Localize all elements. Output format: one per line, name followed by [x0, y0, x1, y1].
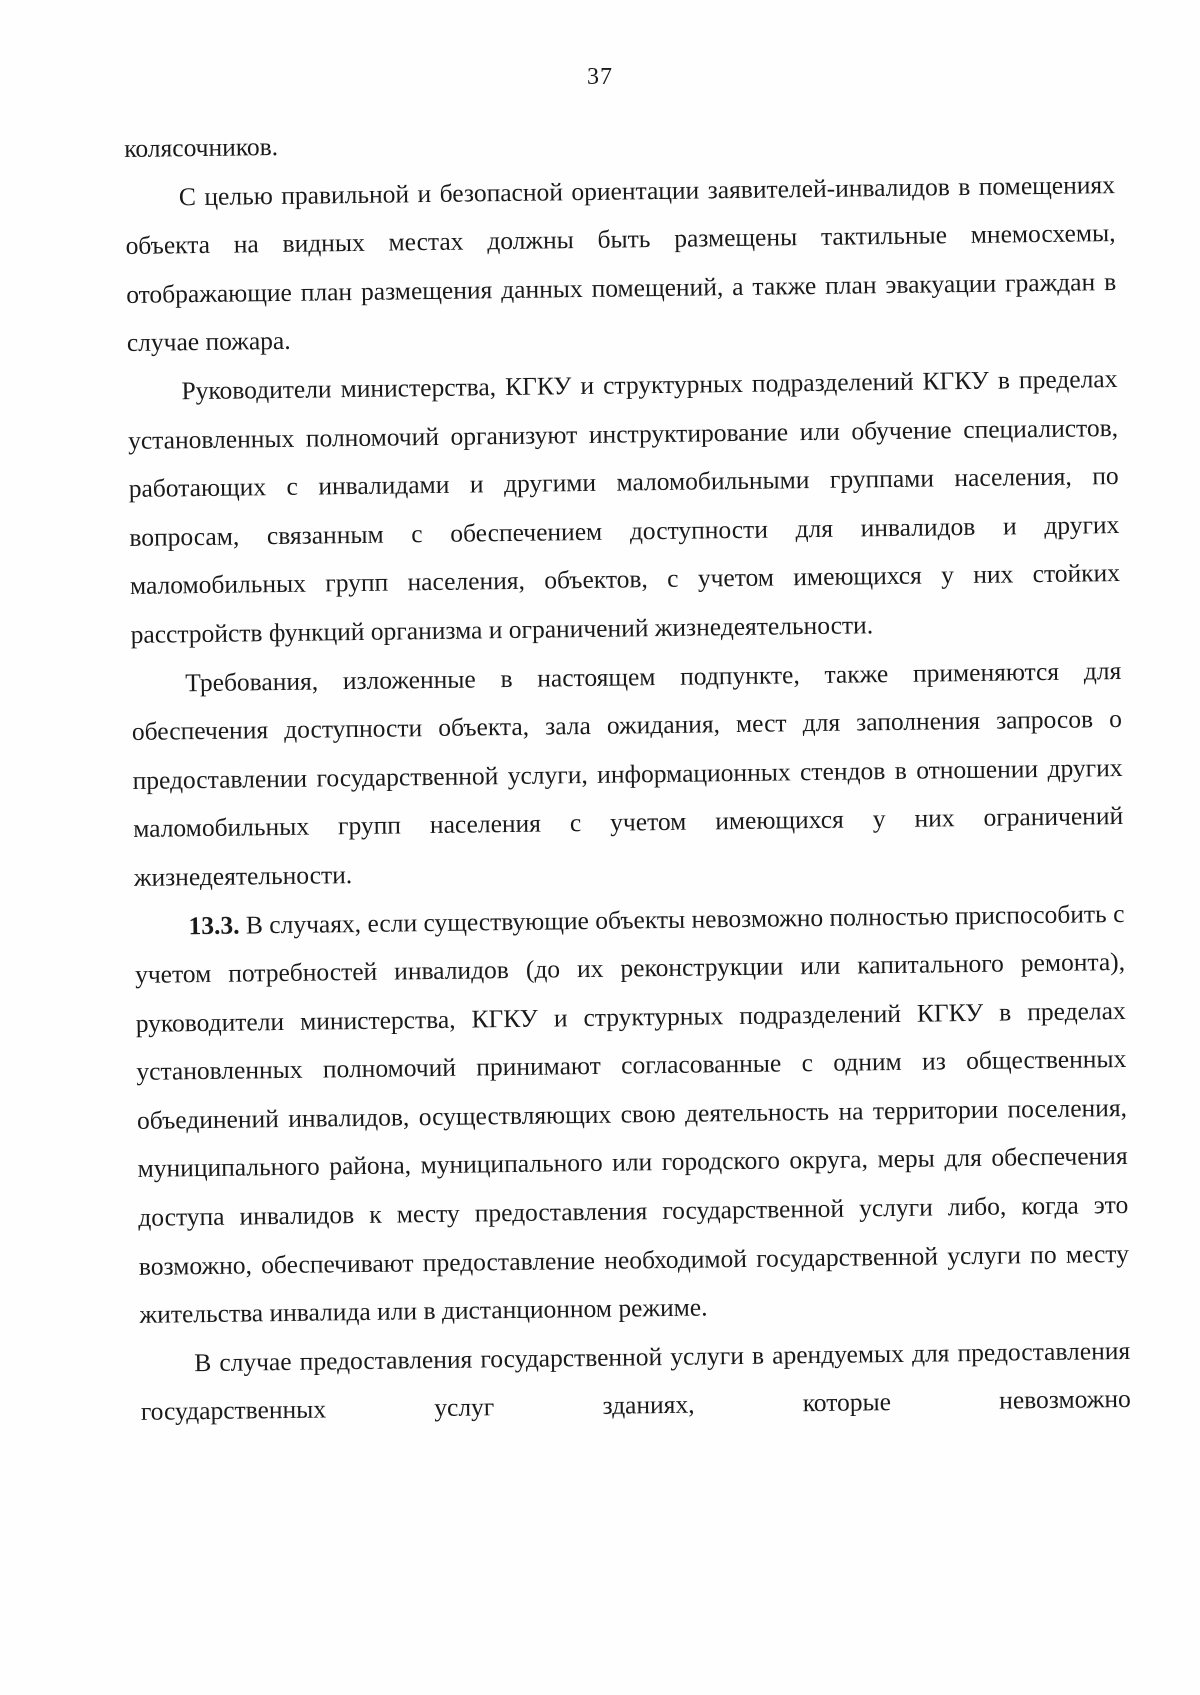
- document-body: [124, 112, 1131, 1437]
- page-number: 37: [587, 64, 613, 90]
- paragraph-requirements: Требования, изложенные в настоящем подпункте, также применяются для обеспечения доступности объекта, зала ожидания, мест для заполнения запросов о предоставлении государственной услуги, информационных стендов в отношении других маломобильных групп населения с учетом имеющихся у них ограничений жизнедеятельности.: [131, 655, 1124, 892]
- paragraph-rented-buildings: В случае предоставления государственной услуги в арендуемых для предоставления государственных услуг зданиях, которые невозможно: [140, 1335, 1131, 1427]
- paragraph-tactile-schemes: С целью правильной и безопасной ориентации заявителей-инвалидов в помещениях объекта на видных местах должны быть размещены тактильные мнемосхемы, отображающие план размещения данных помещений, а также план эвакуации граждан в случае пожара.: [125, 169, 1117, 358]
- clause-number: 13.3.: [188, 910, 240, 940]
- paragraph-continuation: колясочников.: [124, 131, 279, 163]
- paragraph-staff-training: Руководители министерства, КГКУ и структурных подразделений КГКУ в пределах установленных полномочий организуют инструктирование или обучение специалистов, работающих с инвалидами и другими маломобильными группами населения, по вопросам, связанным с обеспечением доступности для инвалидов и других маломобильных групп населения, объектов, с учетом имеющихся у них стойких расстройств функций организма и ограничений жизнедеятельности.: [127, 363, 1121, 649]
- paragraph-clause-13-3: [134, 889, 1130, 1339]
- clause-text: В случаях, если существующие объекты невозможно полностью приспособить с учетом потребностей инвалидов (до их реконструкции или капитального ремонта), руководители министерства, КГКУ и структурных подразделений КГКУ в пределах установленных полномочий принимают согласованные с одним из общественных объединений инвалидов, осуществляющих свою деятельность на территории поселения, муниципального района, муниципального или городского округа, меры для обеспечения доступа инвалидов к месту предоставления государственной услуги либо, когда это возможно, обеспечивают предоставление необходимой государственной услуги по месту жительства инвалида или в дистанционном режиме.: [134, 898, 1130, 1330]
